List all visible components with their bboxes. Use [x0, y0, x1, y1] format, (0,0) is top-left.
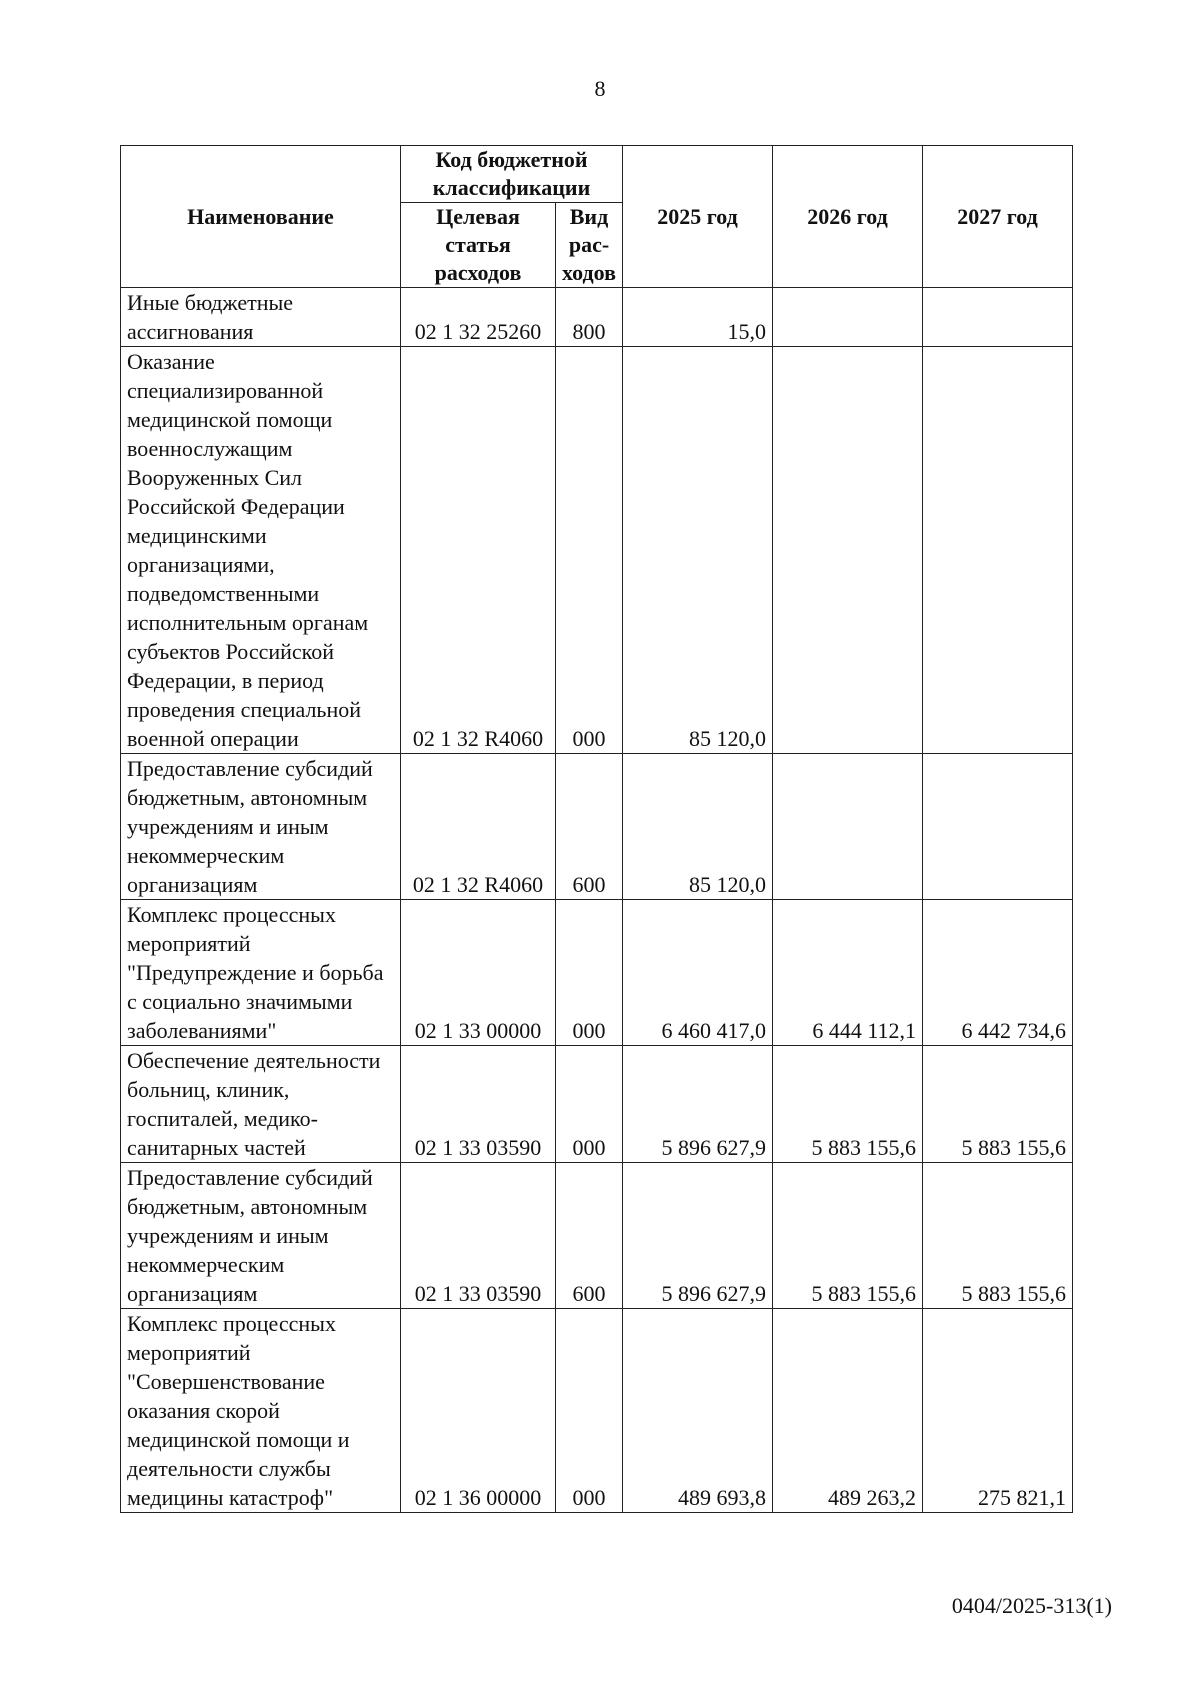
- header-2025: 2025 год: [623, 146, 773, 288]
- table-row: [121, 1163, 1073, 1309]
- row-amount-2025: 6 460 417,0: [623, 900, 773, 1046]
- row-amount-2026: [773, 754, 923, 900]
- row-amount-2027: [923, 754, 1073, 900]
- table-row: [121, 900, 1073, 1046]
- row-amount-2026: [773, 347, 923, 754]
- row-name: Комплекс процессных мероприятий "Предупреждение и борьба с социально значимыми заболеваниями": [121, 900, 401, 1046]
- row-name: Обеспечение деятельности больниц, клиник, госпиталей, медико-санитарных частей: [121, 1046, 401, 1163]
- row-amount-2027: [923, 347, 1073, 754]
- row-amount-2025: 5 896 627,9: [623, 1046, 773, 1163]
- row-amount-2025: 15,0: [623, 288, 773, 347]
- row-amount-2027: [923, 288, 1073, 347]
- row-name: Иные бюджетные ассигнования: [121, 288, 401, 347]
- row-expense-kind: 800: [556, 288, 623, 347]
- row-target-article: 02 1 33 03590: [401, 1163, 556, 1309]
- header-name: Наименование: [121, 146, 401, 288]
- header-expense-kind: Вид рас-ходов: [556, 203, 623, 288]
- row-target-article: 02 1 33 03590: [401, 1046, 556, 1163]
- page-number: 8: [594, 76, 606, 101]
- row-expense-kind: 000: [556, 1046, 623, 1163]
- row-expense-kind: 600: [556, 1163, 623, 1309]
- table-row: [121, 1309, 1073, 1513]
- row-target-article: 02 1 36 00000: [401, 1309, 556, 1513]
- row-target-article: 02 1 33 00000: [401, 900, 556, 1046]
- row-expense-kind: 600: [556, 754, 623, 900]
- header-code-group: Код бюджетной классификации: [401, 146, 623, 203]
- header-2026: 2026 год: [773, 146, 923, 288]
- header-2027: 2027 год: [923, 146, 1073, 288]
- row-amount-2025: 489 693,8: [623, 1309, 773, 1513]
- row-amount-2025: 85 120,0: [623, 754, 773, 900]
- budget-table-body: [121, 288, 1073, 1513]
- header-target-article: Целевая статья расходов: [401, 203, 556, 288]
- row-amount-2026: 6 444 112,1: [773, 900, 923, 1046]
- row-amount-2026: 5 883 155,6: [773, 1163, 923, 1309]
- row-expense-kind: 000: [556, 347, 623, 754]
- row-amount-2026: 489 263,2: [773, 1309, 923, 1513]
- row-amount-2025: 85 120,0: [623, 347, 773, 754]
- row-target-article: 02 1 32 R4060: [401, 754, 556, 900]
- row-expense-kind: 000: [556, 900, 623, 1046]
- row-amount-2025: 5 896 627,9: [623, 1163, 773, 1309]
- row-name: Комплекс процессных мероприятий "Совершенствование оказания скорой медицинской помощи и деятельности службы медицины катастроф": [121, 1309, 401, 1513]
- row-amount-2027: 6 442 734,6: [923, 900, 1073, 1046]
- row-target-article: 02 1 32 25260: [401, 288, 556, 347]
- document-number: 0404/2025-313(1): [951, 1593, 1112, 1618]
- table-row: [121, 754, 1073, 900]
- row-expense-kind: 000: [556, 1309, 623, 1513]
- row-name: Предоставление субсидий бюджетным, автономным учреждениям и иным некоммерческим организациям: [121, 1163, 401, 1309]
- budget-table: [120, 145, 1073, 1513]
- row-amount-2027: 275 821,1: [923, 1309, 1073, 1513]
- row-name: Оказание специализированной медицинской помощи военнослужащим Вооруженных Сил Российской Федерации медицинскими организациями, подведомственными исполнительным органам субъектов Российской Федерации, в период проведения специальной военной операции: [121, 347, 401, 754]
- row-name: Предоставление субсидий бюджетным, автономным учреждениям и иным некоммерческим организациям: [121, 754, 401, 900]
- row-amount-2027: 5 883 155,6: [923, 1163, 1073, 1309]
- row-amount-2026: 5 883 155,6: [773, 1046, 923, 1163]
- table-row: [121, 288, 1073, 347]
- row-amount-2027: 5 883 155,6: [923, 1046, 1073, 1163]
- table-row: [121, 347, 1073, 754]
- row-target-article: 02 1 32 R4060: [401, 347, 556, 754]
- table-row: [121, 1046, 1073, 1163]
- row-amount-2026: [773, 288, 923, 347]
